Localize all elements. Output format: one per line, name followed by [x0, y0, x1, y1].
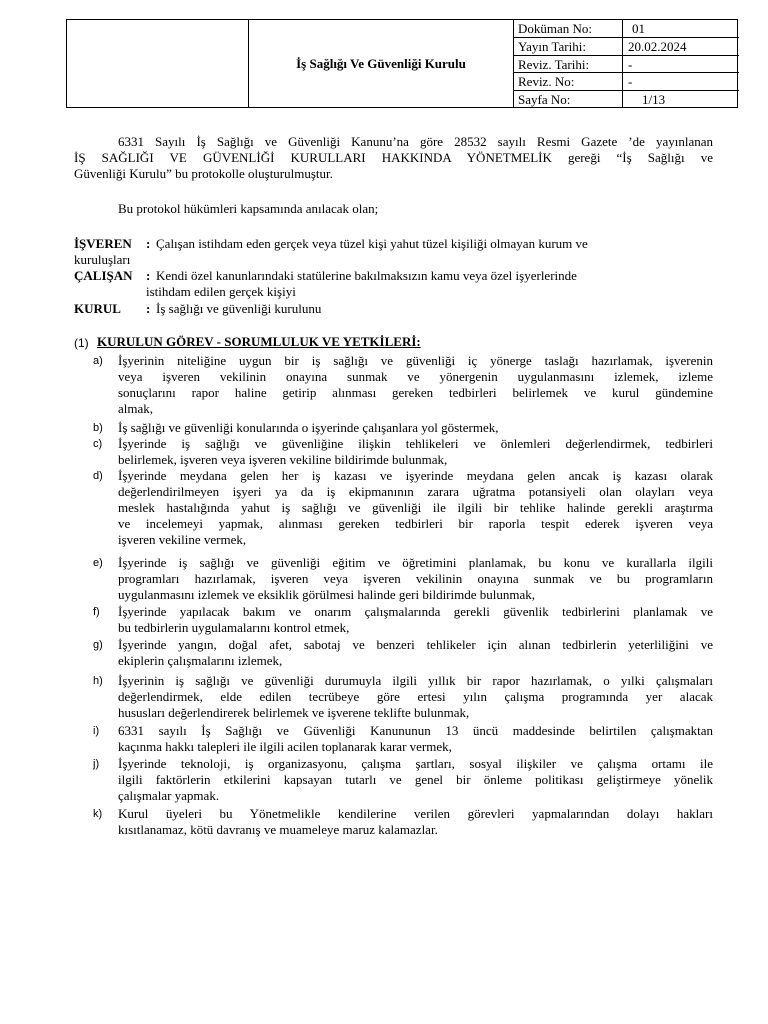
- list-item-text: İş sağlığı ve güvenliği konularında o işyerinde çalışanlara yol göstermek,: [118, 420, 499, 435]
- list-item-text: ekiplerin çalışmalarını izlemek,: [118, 653, 283, 669]
- list-item-label: g): [93, 639, 103, 651]
- list-item-label: i): [93, 725, 100, 737]
- intro-line: Güvenliği Kurulu” bu protokolle oluşturulmuştur.: [74, 166, 333, 181]
- document-title: İş Sağlığı Ve Güvenliği Kurulu: [296, 55, 466, 71]
- list-item-text: ve incelemeyi yapmak, alınması gereken tedbirleri bir raporla tespit ederek işveren veya: [118, 516, 713, 532]
- section-number: (1): [74, 336, 89, 350]
- definition-separator: :: [146, 236, 151, 251]
- meta-value: 20.02.2024: [628, 39, 687, 55]
- definition-separator: :: [146, 301, 151, 316]
- meta-key: Sayfa No:: [518, 91, 571, 107]
- meta-value: 1/13: [642, 91, 666, 107]
- meta-key: Yayın Tarihi:: [518, 39, 586, 55]
- list-item-text: 6331 sayılı İş Sağlığı ve Güvenliği Kanununun 13 üncü maddesinde belirtilen çalışmaktan: [118, 723, 713, 738]
- list-item-text: işveren vekiline vermek,: [118, 532, 247, 548]
- list-item-text: İşyerinde iş sağlığı ve güvenliği eğitim ve öğretimini planlamak, bu konu ve kurallarla ilgili: [118, 555, 713, 570]
- meta-row-doc-no: [514, 20, 739, 37]
- list-item-text: kısıtlanamaz, kötü davranış ve muameleye maruz kalamazlar.: [118, 822, 438, 838]
- list-item-text: çalışmalar yapmak.: [118, 788, 220, 804]
- list-item-label: h): [93, 675, 103, 687]
- meta-value: -: [628, 56, 633, 72]
- document-meta: [513, 20, 739, 107]
- list-item-label: b): [93, 422, 103, 434]
- meta-value: 01: [632, 21, 645, 36]
- definition-text: Çalışan istihdam eden gerçek veya tüzel kişi yahut tüzel kişiliği olmayan kurum ve: [156, 236, 588, 251]
- list-item-text: ilgili faktörlerin etkilerini kapsayan tutarlı ve genel bir önleme politikası geliştirmeye yönelik: [118, 772, 713, 788]
- list-item-text: Kurul üyeleri bu Yönetmelikle kendilerine verilen görevleri yapmalarından dolayı hakları: [118, 806, 713, 821]
- list-item-text: meslek hastalığında yahut iş sağlığı ve güvenliği ile ilgili bir tehlike halinde gerekli araştırma: [118, 500, 713, 516]
- list-item-label: d): [93, 470, 103, 482]
- list-item-label: k): [93, 808, 103, 820]
- meta-row-publish-date: [514, 37, 739, 54]
- definition-text: istihdam edilen gerçek kişiyi: [146, 284, 296, 299]
- list-item-text: belirlemek, işveren veya işveren vekiline bildirimde bulunmak,: [118, 452, 448, 468]
- meta-row-page-no: [514, 90, 739, 107]
- intro-line: İŞ SAĞLIĞI VE GÜVENLİĞİ KURULLARI HAKKINDA YÖNETMELİK gereği “İş Sağlığı ve: [74, 150, 713, 165]
- list-item-text: uygulanmasını izlemek ve eksiklik görülmesi halinde geri bildirimde bulunmak,: [118, 587, 535, 603]
- list-item-label: c): [93, 438, 103, 450]
- list-item-text: programları hazırlamak, işveren veya işveren vekilinin onayına sunmak ve bu programların: [118, 571, 713, 587]
- meta-value: -: [628, 74, 633, 90]
- list-item-text: kaçınma hakkı talepleri ile ilgili acilen toplanarak karar vermek,: [118, 739, 452, 755]
- scope-sentence: Bu protokol hükümleri kapsamında anılacak olan;: [118, 201, 379, 216]
- meta-row-revision-no: [514, 72, 739, 89]
- meta-key: Doküman No:: [518, 21, 593, 36]
- list-item-text: İşyerinde teknoloji, iş organizasyonu, çalışma şartları, sosyal ilişkiler ve çalışma ortamı ile: [118, 756, 713, 771]
- meta-key: Reviz. Tarihi:: [518, 56, 590, 72]
- list-item-label: f): [93, 606, 100, 618]
- definition-term: İŞVEREN: [74, 236, 132, 251]
- definition-text: Kendi özel kanunlarındaki statülerine bakılmaksızın kamu veya özel işyerlerinde: [156, 268, 577, 283]
- list-item-text: veya işveren vekilinin onayına sunmak ve yönergenin uygulanmasını izlemek, izleme: [118, 369, 713, 385]
- list-item-text: İşyerinde yangın, doğal afet, sabotaj ve benzeri tehlikeler için alınan tedbirlerin yeterliliğini ve: [118, 637, 713, 652]
- list-item-text: İşyerinde iş sağlığı ve güvenliğine ilişkin tehlikeleri ve önlemleri değerlendirmek, tedbirleri: [118, 436, 713, 451]
- list-item-text: İşyerinde yapılacak bakım ve onarım çalışmalarında gerekli güvenlik tedbirlerini planlamak ve: [118, 604, 713, 619]
- list-item-text: almak,: [118, 401, 154, 417]
- definition-text: İş sağlığı ve güvenliği kurulunu: [156, 301, 322, 316]
- list-item-label: a): [93, 355, 103, 367]
- meta-key: Reviz. No:: [518, 74, 575, 90]
- definition-term: ÇALIŞAN: [74, 268, 133, 283]
- list-item-text: İşyerinin iş sağlığı ve güvenliği durumuyla ilgili yıllık bir rapor hazırlamak, o yılki çalışmaları: [118, 673, 713, 688]
- list-item-text: hususları değerlendirerek belirlemek ve işverene teklifte bulunmak,: [118, 705, 470, 721]
- logo-cell: [67, 20, 249, 107]
- definition-text: kuruluşları: [74, 252, 131, 267]
- list-item-text: sonuçlarını rapor haline getirip alınması gereken tedbirleri belirlemek ve kurul gündemine: [118, 385, 713, 401]
- list-item-text: değerlendirilmeyen işyeri ya da iş ekipmanının zarara uğratma potansiyeli olan olayları veya: [118, 484, 713, 500]
- list-item-text: bu tedbirlerin uygulamalarını kontrol etmek,: [118, 620, 350, 636]
- intro-line: 6331 Sayılı İş Sağlığı ve Güvenliği Kanunu’na göre 28532 sayılı Resmi Gazete ’de yayınlanan: [118, 134, 713, 149]
- list-item-label: e): [93, 557, 103, 569]
- list-item-text: İşyerinde meydana gelen her iş kazası ve işyerinde meydana gelen ancak iş kazası olarak: [118, 468, 713, 483]
- list-item-label: j): [93, 758, 100, 770]
- meta-row-revision-date: [514, 55, 739, 72]
- definition-term: KURUL: [74, 301, 121, 316]
- section-title: KURULUN GÖREV - SORUMLULUK VE YETKİLERİ:: [97, 334, 421, 349]
- list-item-text: İşyerinin niteliğine uygun bir iş sağlığı ve güvenliği iç yönerge taslağı hazırlamak, işverenin: [118, 353, 713, 368]
- definition-separator: :: [146, 268, 151, 283]
- document-header-table: [66, 19, 738, 108]
- list-item-text: değerlendirmek, elde edilen tecrübeye göre ertesi yılın çalışma programında yer alacak: [118, 689, 713, 705]
